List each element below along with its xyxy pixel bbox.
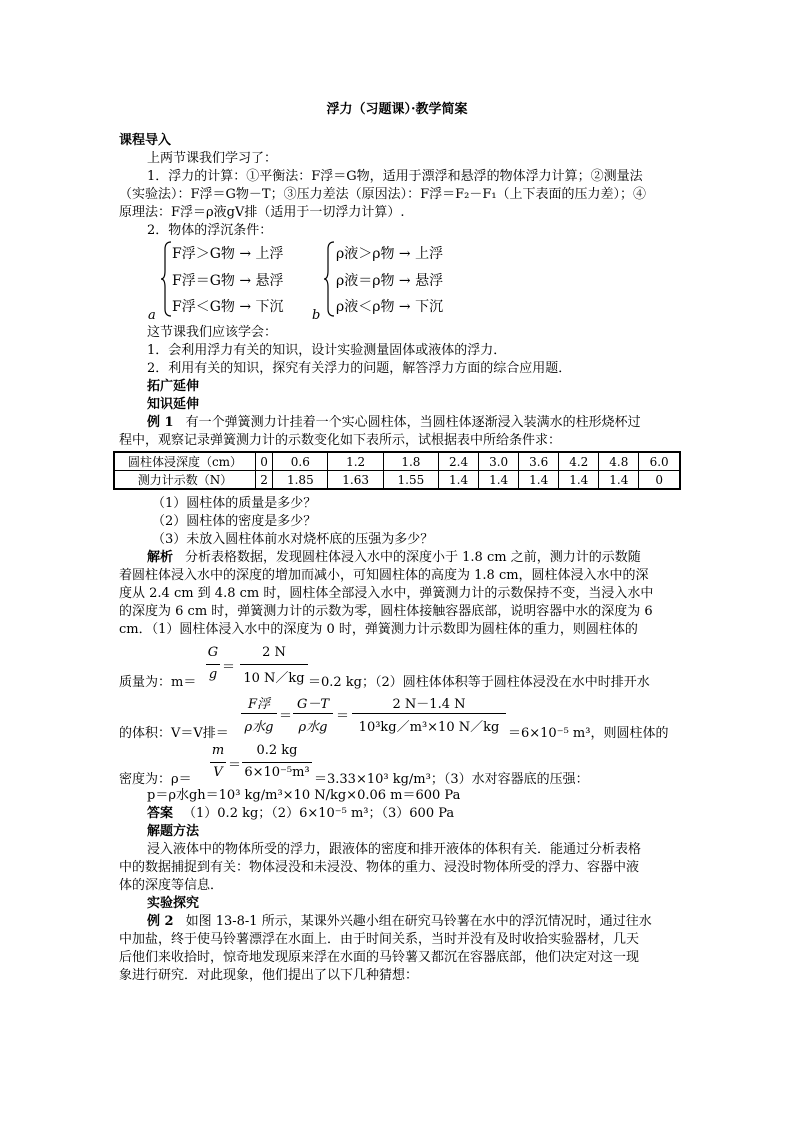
table-cell: 2 <box>256 471 273 490</box>
analysis-text: cm．（1）圆柱体浸入水中的深度为 0 时，弹簧测力计示数即为圆柱体的重力，则圆柱体的 <box>119 622 638 637</box>
table-cell: 0 <box>256 452 273 471</box>
table-cell: 4.2 <box>559 452 599 471</box>
table-cell: 1.63 <box>328 471 383 490</box>
fraction-numerator: G－T <box>296 697 330 712</box>
explore-heading: 实验探究 <box>147 896 200 911</box>
table-cell: 2.4 <box>439 452 479 471</box>
section-subheading: 知识延伸 <box>147 397 200 412</box>
fraction-denominator: ρ水g <box>244 720 274 735</box>
example-1-label: 例 1 <box>147 415 174 430</box>
table-cell: 1.85 <box>273 471 328 490</box>
example-2-label: 例 2 <box>147 914 174 929</box>
float-condition-b-3: ρ液＜ρ物 → 下沉 <box>336 299 444 315</box>
fraction-numerator: 0.2 kg <box>256 743 298 758</box>
fraction-numerator: 2 N <box>262 645 286 660</box>
intro-paragraph: 2．利用有关的知识，探究有关浮力的问题，解答浮力方面的综合应用题． <box>147 361 572 376</box>
float-condition-a-2: F浮＝G物 → 悬浮 <box>172 273 284 289</box>
table-row-head: 测力计示数（N） <box>114 471 256 490</box>
example-1-text: 例 1 有一个弹簧测力计挂着一个实心圆柱体，当圆柱体逐渐浸入装满水的柱形烧杯过 <box>147 415 641 430</box>
method-heading: 解题方法 <box>147 824 200 839</box>
analysis-text: 解析 分析表格数据，发现圆柱体浸入水中的深度小于 1.8 cm 之前，测力计的示数随 <box>147 550 641 565</box>
question-item: （1）圆柱体的质量是多少？ <box>152 496 317 511</box>
intro-paragraph: （实验法）：F浮＝G物－T；③压力差法（原因法）：F浮＝F₂－F₁（上下表面的压力差）；④ <box>119 187 647 202</box>
table-cell: 1.4 <box>599 471 639 490</box>
fraction-denominator: 10³kg／m³×10 N／kg <box>358 720 500 735</box>
fraction-bar <box>240 664 308 665</box>
intro-paragraph: 这节课我们应该学会： <box>147 325 278 340</box>
fraction-denominator: V <box>213 765 223 780</box>
mass-formula-result: ＝0.2 kg；（2）圆柱体体积等于圆柱体浸没在水中时排开水 <box>308 675 650 690</box>
answer-label: 答案 <box>147 806 174 821</box>
table-cell: 6.0 <box>639 452 680 471</box>
method-text: 中的数据捕捉到有关：物体浸没和未浸没、物体的重力、浸没时物体所受的浮力、容器中液 <box>119 860 640 875</box>
fraction-numerator: m <box>211 743 225 758</box>
table-cell: 1.4 <box>519 471 559 490</box>
equals-sign: ＝ <box>336 709 350 724</box>
page-title: 浮力（习题课）·教学简案 <box>326 102 468 117</box>
method-text: 浸入液体中的物体所受的浮力，跟液体的密度和排开液体的体积有关．能通过分析表格 <box>147 842 642 857</box>
equals-sign: ＝ <box>279 709 293 724</box>
fraction-denominator: ρ水g <box>298 720 328 735</box>
fraction-bar <box>242 762 312 763</box>
float-condition-b-1: ρ液＞ρ物 → 上浮 <box>336 246 444 262</box>
table-row-head: 圆柱体浸深度（cm） <box>114 452 256 471</box>
density-formula-prefix: 密度为：ρ＝ <box>119 772 192 787</box>
question-item: （2）圆柱体的密度是多少？ <box>152 514 317 529</box>
table-row <box>114 452 680 471</box>
example-2-text: 象进行研究．对此现象，他们提出了以下几种猜想： <box>119 968 419 983</box>
analysis-text: 着圆柱体浸入水中的深度的增加而减小，可知圆柱体的高度为 1.8 cm，圆柱体浸入水中的深 <box>119 568 649 583</box>
analysis-label: 解析 <box>147 550 174 565</box>
analysis-text: 的深度为 6 cm 时，弹簧测力计的示数为零，圆柱体接触容器底部，说明容器中水的深度为 6 <box>119 604 653 619</box>
example-2-text: 例 2 如图 13-8-1 所示，某课外兴趣小组在研究马铃薯在水中的浮沉情况时，通过往水 <box>147 914 652 929</box>
example-2-text: 中加盐，终于使马铃薯漂浮在水面上．由于时间关系，当时并没有及时收拾实验器材，几天 <box>119 932 640 947</box>
density-formula-result: ＝3.33×10³ kg/m³；（3）水对容器底的压强： <box>314 772 589 787</box>
volume-formula-prefix: 的体积：V＝V排＝ <box>119 726 229 741</box>
method-text: 体的深度等信息． <box>119 878 224 893</box>
table-cell: 4.8 <box>599 452 639 471</box>
fraction-denominator: 6×10⁻⁵m³ <box>244 765 310 780</box>
table-cell: 3.6 <box>519 452 559 471</box>
fraction-denominator: 10 N／kg <box>243 671 305 686</box>
table-cell: 3.0 <box>479 452 519 471</box>
table-row <box>114 471 680 490</box>
example-2-text: 后他们来收拾时，惊奇地发现原来浮在水面的马铃薯又都沉在容器底部，他们决定对这一现 <box>119 950 640 965</box>
mass-formula-prefix: 质量为：m＝ <box>119 675 197 690</box>
fraction-denominator: g <box>208 667 218 682</box>
table-cell: 1.4 <box>559 471 599 490</box>
fraction-bar <box>293 713 333 714</box>
analysis-text: 度从 2.4 cm 到 4.8 cm 时，圆柱体全部浸入水中，弹簧测力计的示数保持不变，当浸入水中 <box>119 586 654 601</box>
intro-heading: 课程导入 <box>119 133 172 148</box>
intro-paragraph: 原理法：F浮＝ρ液gV排（适用于一切浮力计算）. <box>119 205 405 220</box>
data-table <box>113 451 681 490</box>
table-cell: 1.4 <box>479 471 519 490</box>
left-brace-icon <box>160 241 172 317</box>
intro-paragraph: 2．物体的浮沉条件： <box>147 223 273 238</box>
label-a: a <box>148 308 156 323</box>
fraction-numerator: G <box>207 645 219 660</box>
float-condition-a-1: F浮＞G物 → 上浮 <box>172 246 284 262</box>
intro-paragraph: 1．浮力的计算：①平衡法：F浮＝G物，适用于漂浮和悬浮的物体浮力计算；②测量法 <box>147 169 643 184</box>
table-cell: 0.6 <box>273 452 328 471</box>
label-b: b <box>312 308 321 323</box>
fraction-numerator: F浮 <box>247 697 271 712</box>
intro-paragraph: 上两节课我们学习了： <box>147 151 278 166</box>
table-cell: 0 <box>639 471 680 490</box>
question-item: （3）未放入圆柱体前水对烧杯底的压强为多少？ <box>152 532 434 547</box>
answer-text: 答案 （1）0.2 kg；（2）6×10⁻⁵ m³；（3）600 Pa <box>147 806 455 821</box>
float-condition-b-2: ρ液＝ρ物 → 悬浮 <box>336 273 444 289</box>
fraction-bar <box>352 713 506 714</box>
table-cell: 1.55 <box>383 471 438 490</box>
fraction-bar <box>210 762 226 763</box>
table-cell: 1.8 <box>383 452 438 471</box>
section-heading: 拓广延伸 <box>147 379 200 394</box>
intro-paragraph: 1．会利用浮力有关的知识，设计实验测量固体或液体的浮力． <box>147 343 507 358</box>
fraction-bar <box>206 664 220 665</box>
left-brace-icon <box>323 241 335 317</box>
table-cell: 1.4 <box>439 471 479 490</box>
fraction-numerator: 2 N－1.4 N <box>392 697 466 712</box>
equals-sign: ＝ <box>228 758 242 773</box>
pressure-formula: p＝ρ水gh＝10³ kg/m³×10 N/kg×0.06 m＝600 Pa <box>147 788 461 803</box>
float-condition-a-3: F浮＜G物 → 下沉 <box>172 299 284 315</box>
example-1-text: 程中，观察记录弹簧测力计的示数变化如下表所示，试根据表中所给条件求： <box>119 433 562 448</box>
volume-formula-result: ＝6×10⁻⁵ m³，则圆柱体的 <box>508 726 669 741</box>
table-cell: 1.2 <box>328 452 383 471</box>
fraction-bar <box>241 713 277 714</box>
equals-sign: ＝ <box>222 660 236 675</box>
